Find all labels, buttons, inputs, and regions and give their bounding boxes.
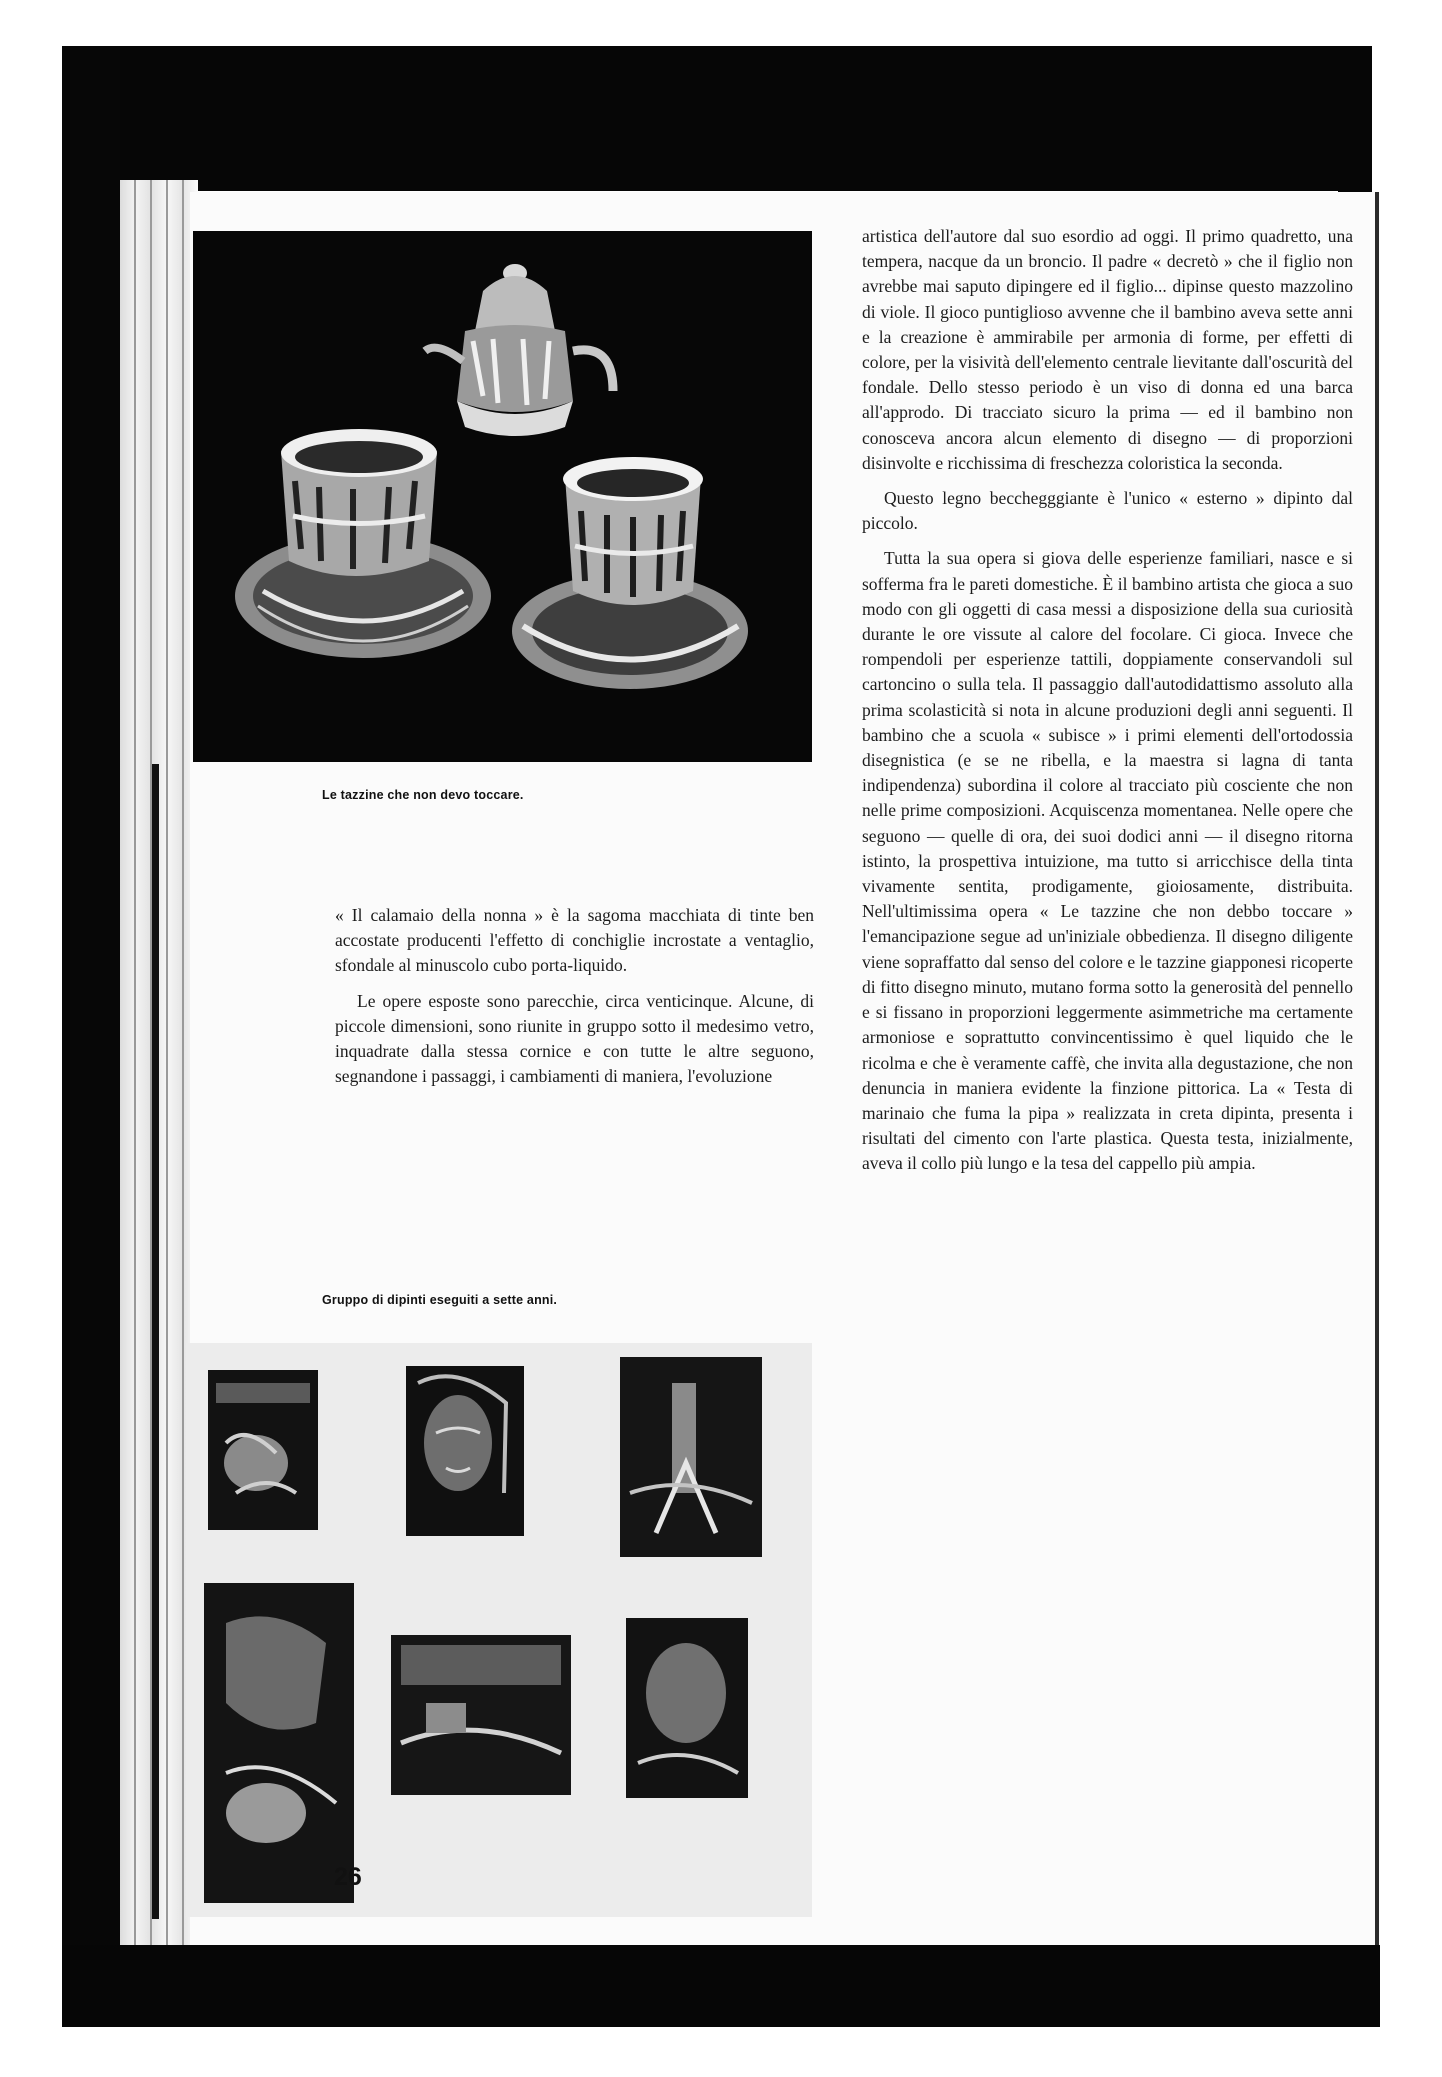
spine-rule xyxy=(152,764,159,1919)
scan-border-top xyxy=(62,46,1372,191)
scan-border-corner xyxy=(1338,46,1372,194)
left-paragraph: Le opere esposte sono parecchie, circa venticinque. Alcune, di piccole dimensioni, sono riunite in gruppo sotto il medesimo vetro, inquadrate dalla stessa cornice e con tutte le altre seguono, segnandone i passaggi, i cambiamenti di maniera, l'evoluzione xyxy=(335,990,814,1087)
right-text-column xyxy=(862,224,1353,1187)
page-right-edge xyxy=(1375,192,1379,1945)
left-text-column xyxy=(335,903,814,1099)
caption-gruppo-dipinti: Gruppo di dipinti eseguiti a sette anni. xyxy=(322,1293,558,1307)
caption-tazzine: Le tazzine che non devo toccare. xyxy=(322,788,524,802)
right-paragraph: Tutta la sua opera si giova delle esperienze familiari, nasce e si sofferma fra le pareti domestiche. È il bambino artista che gioca a suo modo con gli oggetti di casa messi a disposizione della sua curiosità durante le ore vissute al calore del focolare. Ci gioca. Invece che rompendoli per esperienze tattili, doppiamente conservandoli sul cartoncino o sulla tela. Il passaggio dall'autodidattismo assoluto alla prima scolasticità si nota in alcune produzioni degli anni seguenti. Il bambino che a scuola « subisce » i primi elementi dell'ortodossia disegnistica (e se ne ribella, e la maestra si lagna di tanta indipendenza) subordina il colore al tracciato più cosciente che non nelle prime composizioni. Acquiscenza momentanea. Nelle opere che seguono — quelle di ora, dei suoi dodici anni — il disegno ritorna istinto, la prospettiva intuizione, ma tutto si arricchisce della tinta vivamente sentita, prodigamente, gioiosamente, distribuita. Nell'ultimissima opera « Le tazzine che non debbo toccare » l'emancipazione segue ad un'iniziale obbedienza. Il disegno diligente viene sopraffatto dal senso del colore e le tazzine giapponesi ricoperte di fitto disegno minuto, mutano forma sotto la generosità del pennello e si fissano in proporzioni leggermente asimmetriche ma certamente armoniose e soprattutto convincentissimo è quel liquido che le ricolma e che è veramente caffè, che invita alla degustazione, che non denuncia in maniera evidente la finzione pittorica. La « Testa di marinaio che fuma la pipa » realizzata in creta dipinta, presenta i risultati del cimento con l'arte plastica. Questa testa, inizialmente, aveva il collo più lungo e la tesa del cappello più ampia. xyxy=(862,548,1353,1174)
page-number: 26 xyxy=(334,1863,362,1891)
scan-border-left xyxy=(62,46,120,2026)
photo-tazzine xyxy=(193,231,812,762)
photo-gruppo-dipinti xyxy=(186,1343,812,1917)
scan-border-bottom xyxy=(62,1945,1380,2027)
right-paragraph: artistica dell'autore dal suo esordio ad oggi. Il primo quadretto, una tempera, nacque da un broncio. Il padre « decretò » che il figlio non avrebbe mai saputo dipingere ed il figlio... dipinse questo mazzolino di viole. Il gioco puntiglioso avvenne che il bambino aveva sette anni e la creazione è ammirabile per armonia di forme, per effetti di colore, per la visività dell'elemento centrale lievitante dall'oscurità del fondale. Dello stesso periodo è un viso di donna ed una barca all'approdo. Di tracciato sicuro la prima — ed il bambino non conosceva ancora alcun elemento di disegno — di proporzioni disinvolte e ricchissima di freschezza coloristica la seconda. xyxy=(862,226,1353,473)
left-paragraph: « Il calamaio della nonna » è la sagoma macchiata di tinte ben accostate producenti l'effetto di conchiglie incrostate a ventaglio, sfondale al minuscolo cubo porta-liquido. xyxy=(335,905,814,976)
right-paragraph: Questo legno becchegggiante è l'unico « esterno » dipinto dal piccolo. xyxy=(862,488,1353,534)
